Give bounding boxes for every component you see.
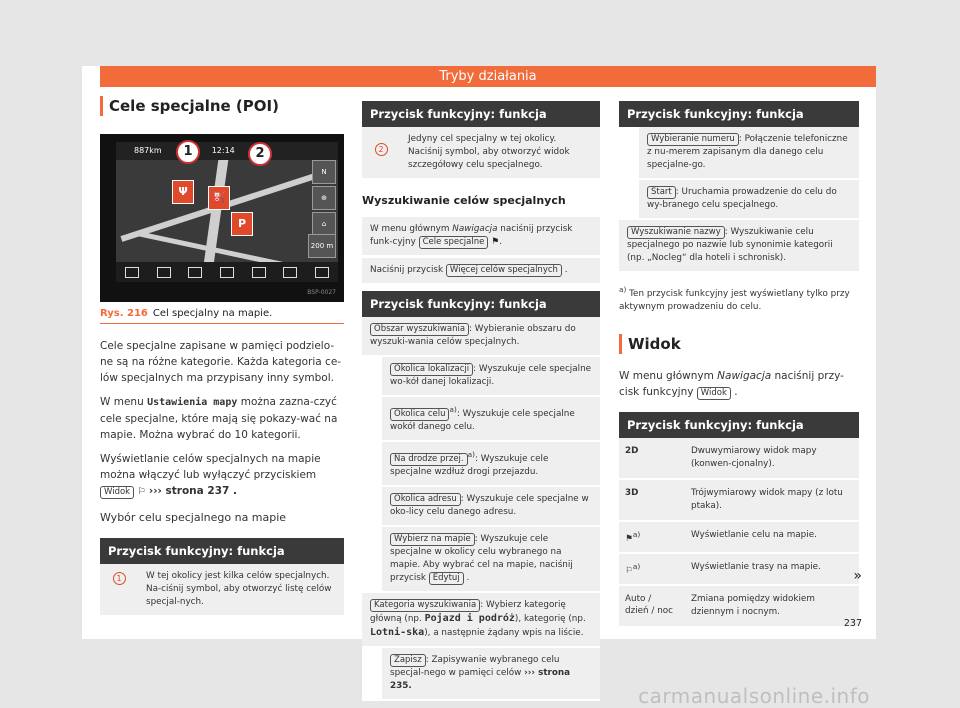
table-row: Na drodze przej. $^{a)}$: Wyszukuje cele specjalne wzdłuż drogi przejazdu. [362, 442, 600, 487]
chapter-banner: Tryby działania [100, 66, 876, 87]
manual-page [82, 66, 876, 691]
table-header: Przycisk funkcyjny: funkcja [100, 538, 344, 564]
function-table-1 [100, 538, 344, 617]
section-title: Cele specjalne (POI) [100, 96, 344, 116]
compass-icon[interactable]: N [312, 160, 336, 184]
map-status-bar [116, 142, 338, 160]
zoom-icon[interactable]: ⌂ [312, 212, 336, 236]
callout-number: 1 [113, 572, 126, 585]
caption-divider [100, 323, 344, 324]
table-row: Zapisz : Zapisywanie wybranego celu specjal-nego w pamięci celów ››› strona 235. [362, 648, 600, 701]
cele-specjalne-button: Cele specjalne [419, 236, 489, 249]
table-row: Kategoria wyszukiwania : Wybierz kategorię główną (np. Pojazd i podróż), kategorię (np. Lotni-ska), a następnie żądany wpis na liście. [362, 593, 600, 648]
table-row: Obszar wyszukiwania : Wybieranie obszaru do wyszuki-wania celów specjalnych. [362, 317, 600, 357]
route-icon[interactable] [157, 267, 171, 278]
function-table-3 [619, 412, 859, 628]
step-2: Naciśnij przycisk Więcej celów specjalnych . [362, 258, 600, 283]
route-map-icon: ⚐ [625, 565, 633, 576]
wiecej-celow-button: Więcej celów specjalnych [446, 264, 562, 277]
table-row: Okolica celu $^{a)}$: Wyszukuje cele specjalne wokół danego celu. [362, 397, 600, 442]
column-3 [619, 101, 859, 628]
page-number: 237 [843, 618, 862, 629]
title-accent-bar [619, 334, 622, 354]
radio-icon[interactable] [283, 267, 297, 278]
paragraph: Cele specjalne zapisane w pamięci podzielo-ne są na różne kategorie. Każda kategoria ce-lów specjalnych ma przypisany inny symbol. [100, 340, 342, 384]
table-row: 2D Dwuwymiarowy widok mapy (konwen-cjonalny). [619, 438, 859, 480]
map-view-icon[interactable] [252, 267, 266, 278]
figure-map-screen [100, 134, 344, 302]
paragraph: Wyświetlanie celów specjalnych na mapie można włączyć lub wyłączyć przyciskiem Widok ⚐ ››› strona 237 . [100, 451, 344, 500]
step-1: W menu głównym Nawigacja naciśnij przycisk funk-cyjny Cele specjalne ⚑. [362, 217, 600, 255]
destination-icon[interactable] [220, 267, 234, 278]
table-row: ⚑$^{a)}$ Wyświetlanie celu na mapie. [619, 522, 859, 554]
settings-icon[interactable] [315, 267, 329, 278]
poi-restaurant-icon[interactable]: Ψ [172, 180, 194, 204]
view-icon: ⚐ [137, 487, 146, 497]
callout-number: 2 [375, 143, 388, 156]
table-header: Przycisk funkcyjny: funkcja [619, 101, 859, 127]
poi-parking-icon[interactable]: P [231, 212, 253, 236]
table-row: 1 W tej okolicy jest kilka celów specjalnych. Na-ciśnij symbol, aby otworzyć listę celów specjal-nych. [100, 564, 344, 617]
map-area [116, 142, 338, 282]
time-readout: 12:14 [211, 146, 235, 155]
table-row: Wybierz na mapie : Wyszukuje cele specjalne w okolicy celu wybranego na mapie. Aby wybrać cel na mapie, naciśnij przycisk Edytuj . [362, 527, 600, 593]
table-row: Auto / dzień / noc Zmiana pomiędzy widokiem dziennym i nocnym. [619, 586, 859, 628]
section-title: Widok [619, 334, 859, 354]
map-toolbar [116, 262, 338, 282]
distance-readout: 887km [134, 146, 162, 155]
table-row: ⚐$^{a)}$ Wyświetlanie trasy na mapie. [619, 554, 859, 586]
table-row: Wybieranie numeru : Połączenie telefoniczne z nu-merem zapisanym dla danego celu specjalne-go. [619, 127, 859, 180]
continued-arrow: » [853, 568, 862, 584]
callout-1: 1 [176, 140, 200, 164]
table-row: Okolica adresu : Wyszukuje cele specjalne w oko-licy celu danego adresu. [362, 487, 600, 527]
figure-caption: Rys. 216 Cel specjalny na mapie. [100, 308, 273, 319]
flag-icon[interactable] [125, 267, 139, 278]
paragraph: W menu głównym Nawigacja naciśnij przy-cisk funkcyjny Widok . [619, 369, 844, 398]
page-reference: ››› strona 237 . [148, 485, 237, 497]
subsection-title: Wyszukiwanie celów specjalnych [362, 194, 566, 207]
widok-button: Widok [697, 387, 731, 400]
widok-button: Widok [100, 486, 134, 499]
paragraph: W menu Ustawienia mapy można zazna-czyć cele specjalne, które mają się pokazy-wać na mapie. Można wybrać do 10 kategorii. [100, 396, 338, 441]
destination-flag-icon: ⚑ [625, 533, 633, 544]
table-header: Przycisk funkcyjny: funkcja [362, 101, 600, 127]
table-row: 2 Jedyny cel specjalny w tej okolicy. Naciśnij symbol, aby otworzyć widok szczegółowy celu specjalnego. [362, 127, 600, 180]
table-header: Przycisk funkcyjny: funkcja [362, 291, 600, 317]
figure-code: BSP-0027 [307, 289, 336, 296]
table-header: Przycisk funkcyjny: funkcja [619, 412, 859, 438]
map-2d-icon: 2D [625, 445, 639, 456]
table-row: Start : Uruchamia prowadzenie do celu do wy-branego celu specjalnego. [619, 180, 859, 220]
map-3d-icon: 3D [625, 487, 639, 498]
table-row: Okolica lokalizacji : Wyszukuje cele specjalne wo-kół danej lokalizacji. [362, 357, 600, 397]
watermark: carmanualsonline.info [638, 684, 870, 708]
footnote: $^{a)}$ Ten przycisk funkcyjny jest wyświetlany tylko przy aktywnym prowadzeniu do celu. [619, 285, 850, 312]
poi-fuel-icon[interactable]: ⛽ [208, 186, 230, 210]
map-position-icon[interactable]: ⊕ [312, 186, 336, 210]
scale-readout: 200 m [308, 234, 336, 258]
title-accent-bar [100, 96, 103, 116]
callout-2: 2 [248, 142, 272, 166]
function-table-2 [362, 291, 600, 701]
table-row: 3D Trójwymiarowy widok mapy (z lotu ptaka). [619, 480, 859, 522]
subsection-title: Wybór celu specjalnego na mapie [100, 511, 287, 524]
column-1 [100, 96, 344, 617]
table-row: Wyszukiwanie nazwy : Wyszukiwanie celu specjalnego po nazwie lub synonimie kategorii (np. „Nocleg“ dla hoteli i schronisk). [619, 220, 859, 273]
route-flag-icon[interactable] [188, 267, 202, 278]
poi-icon: ⚑ [491, 237, 500, 247]
column-2 [362, 101, 600, 701]
